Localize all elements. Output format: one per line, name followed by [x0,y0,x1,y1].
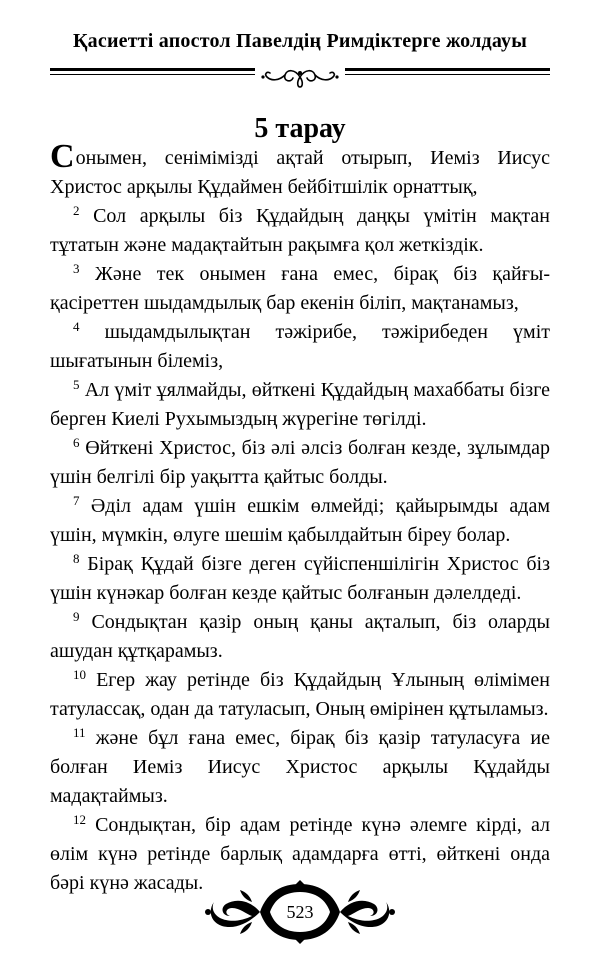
verse-text: Сондықтан, бір адам ретінде күнә әлемге кірді, ал өлім күнә ретінде барлық адамдарға өтті, өйткені онда бәрі күнә жасады. [50,814,551,894]
verse-text: Егер жау ретінде біз Құдайдың Ұлының өлімімен татулассақ, одан да татуласып, Оның өмірінен құтыламыз. [50,669,550,720]
verse-11 [50,724,550,811]
verse-2 [50,202,550,260]
verse-number: 3 [73,261,80,276]
verse-8 [50,550,550,608]
verse-number: 8 [73,551,80,566]
verse-5 [50,376,550,434]
verse-number: 7 [73,493,80,508]
verse-4 [50,318,550,376]
verse-text: онымен, сенімімізді ақтай отырып, Иеміз Иисус Христос арқылы Құдаймен бейбітшілік орнаттық, [50,147,550,198]
verse-number: 12 [73,812,86,827]
verse-text: Әділ адам үшін ешкім өлмейді; қайырымды адам үшін, мүмкін, өлуге шешім қабылдайтын біреу болар. [50,495,550,546]
verse-number: 2 [73,203,80,218]
chapter-body [50,138,551,898]
verse-number: 9 [73,609,80,624]
verse-10 [50,666,550,724]
verse-3 [50,260,550,318]
verse-9 [50,608,550,666]
verse-number: 6 [73,435,80,450]
verse-text: және бұл ғана емес, бірақ біз қазір татуласуға ие болған Иеміз Иисус Христос арқылы Құдайды мадақтаймыз. [50,727,550,807]
verse-text: Сол арқылы біз Құдайдың даңқы үмітін мақтан тұтатын және мадақтайтын рақымға қол жеткіздік. [50,205,550,256]
running-head: Қасиетті апостол Павелдің Римдіктерге жолдауы [72,30,528,52]
scroll-ornament-icon [255,63,345,91]
verse-text: Ал үміт ұялмайды, өйткені Құдайдың махаббаты бізге берген Киелі Рухымыздың жүрегіне төгілді. [50,379,551,430]
verse-6 [50,434,550,492]
verse-text: Өйткені Христос, біз әлі әлсіз болған кезде, зұлымдар үшін белгілі бір уақытта қайтыс болды. [50,437,550,488]
verse-1 [50,138,550,202]
verse-text: Сондықтан қазір оның қаны ақталып, біз оларды ашудан құтқарамыз. [50,611,550,662]
verse-7 [50,492,550,550]
page-number: 523 [286,902,314,922]
verse-text: Бірақ Құдай бізге деген сүйіспеншілігін Христос біз үшін күнәкар болған кезде қайтыс болғанын дәлелдеді. [50,553,551,604]
verse-text: Және тек онымен ғана емес, бірақ біз қайғы-қасіреттен шыдамдылық бар екенін біліп, мақтанамыз, [50,263,551,314]
verse-number: 5 [73,377,80,392]
chapter-title: 5 тарау [254,113,346,144]
verse-number: 4 [73,319,80,334]
verse-number: 10 [73,667,86,682]
drop-cap: С [50,138,75,175]
verse-text: шыдамдылықтан тәжірибе, тәжірибеден үміт шығатынын білеміз, [50,321,550,372]
verse-number: 11 [73,725,86,740]
